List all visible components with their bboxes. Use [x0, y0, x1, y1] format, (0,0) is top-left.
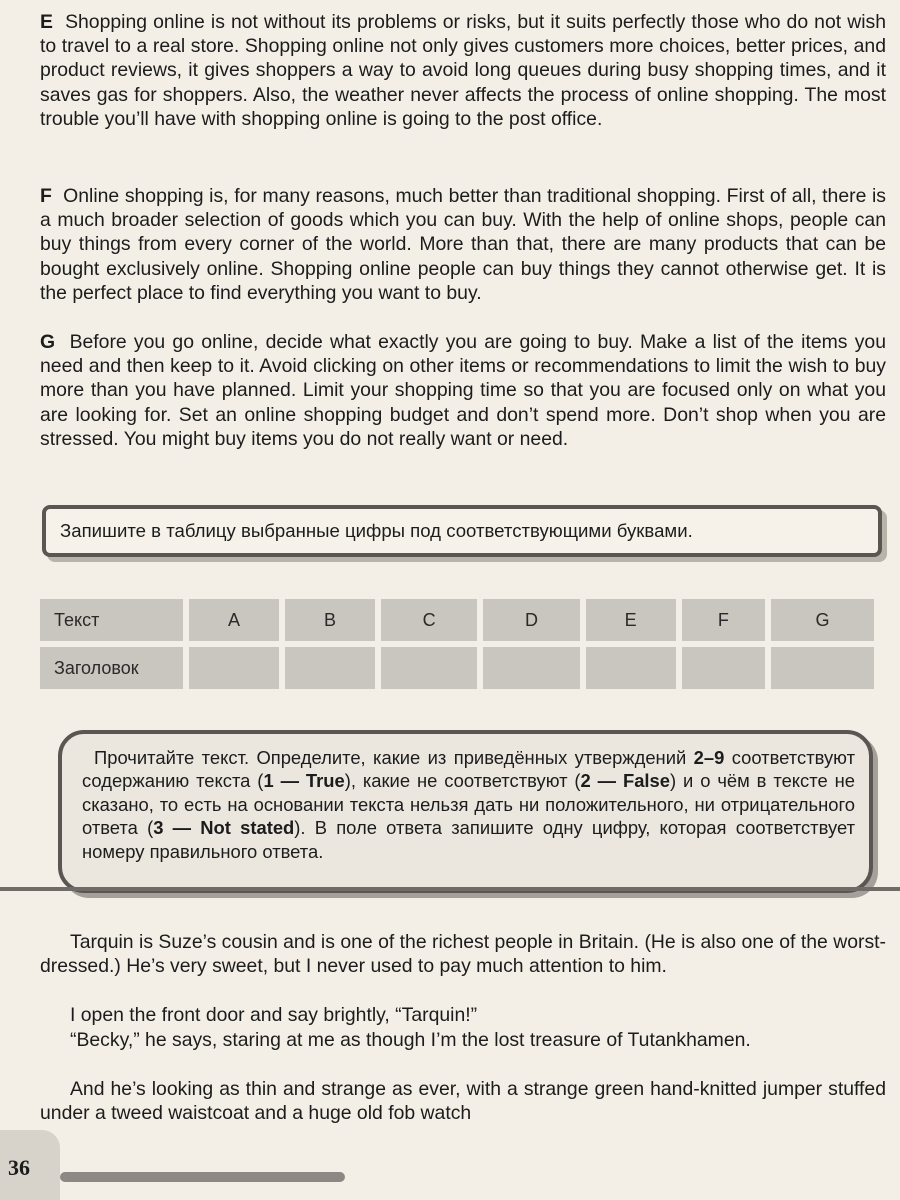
letter-cell: D: [483, 599, 579, 641]
answer-cell[interactable]: [189, 647, 279, 689]
paragraph-f: [40, 184, 886, 305]
answer-cell[interactable]: [771, 647, 874, 689]
table-instruction-box: [42, 505, 882, 557]
instruction-bold: 2 — False: [580, 770, 670, 792]
instruction-bold: 1 — True: [263, 770, 345, 792]
page-number: 36: [8, 1155, 30, 1180]
paragraph-e: [40, 10, 886, 131]
true-false-instruction-box: [58, 730, 873, 893]
instruction-bold: 2–9: [693, 747, 725, 768]
answer-cell[interactable]: [483, 647, 579, 689]
table-instruction-text: Запишите в таблицу выбранные цифры под соответствующими буквами.: [60, 520, 693, 541]
true-false-instruction-text: [62, 734, 869, 863]
instruction-part: Прочитайте текст. Определите, какие из приведённых утверждений: [94, 747, 694, 768]
table-row-heading: [40, 647, 874, 689]
instruction-part: ), какие не соответствуют (: [344, 770, 581, 792]
answer-cell[interactable]: [285, 647, 375, 689]
row-label-text: Текст: [40, 599, 183, 641]
instruction-part: соответствуют содержанию текста (: [82, 747, 855, 792]
paragraph-text: Before you go online, decide what exactly you are going to buy. Make a list of the items you need and then keep to it. Avoid clicking on other items or recommendations to limit the wish to buy more than you have planned. Limit your shopping time so that you are focused only on what you are looking for. Set an online shopping budget and don’t spend more. Don’t shop when you are stressed. You might buy items you do not really want or need.: [40, 331, 886, 450]
table-row-text: [40, 599, 874, 641]
footer-bar: [60, 1172, 345, 1182]
instruction-part: ) и о чём в тексте не сказано, то есть на основании текста нельзя дать ни положительного, ни отрицательного ответа (: [82, 770, 855, 839]
story-paragraph: “Becky,” he says, staring at me as though I’m the lost treasure of Tutankhamen.: [70, 1029, 751, 1051]
story-paragraph: I open the front door and say brightly, “Tarquin!”: [70, 1004, 478, 1026]
paragraph-g: [40, 330, 886, 451]
letter-cell: E: [586, 599, 676, 641]
paragraph-text: Online shopping is, for many reasons, much better than traditional shopping. First of all, there is a much broader selection of goods which you can buy. With the help of online shops, people can buy things from every corner of the world. More than that, there are many products that can be bought exclusively online. Shopping online people can buy things they cannot otherwise get. It is the perfect place to find everything you want to buy.: [40, 185, 886, 304]
answer-cell[interactable]: [586, 647, 676, 689]
letter-cell: F: [682, 599, 765, 641]
letter-cell: B: [285, 599, 375, 641]
answer-cell[interactable]: [682, 647, 765, 689]
paragraph-text: Shopping online is not without its problems or risks, but it suits perfectly those who do not wish to travel to a real store. Shopping online not only gives customers more choices, better prices, and product reviews, it gives shoppers a way to avoid long queues during busy shopping times, and it saves gas for shoppers. Also, the weather never affects the process of online shopping. The most trouble you’ll have with shopping online is going to the post office.: [40, 11, 886, 130]
section-divider: [0, 887, 900, 891]
letter-cell: A: [189, 599, 279, 641]
instruction-bold: 3 — Not stated: [153, 817, 295, 839]
paragraph-letter: G: [40, 331, 56, 353]
row-label-heading: Заголовок: [40, 647, 183, 689]
answer-cell[interactable]: [381, 647, 477, 689]
paragraph-letter: F: [40, 185, 52, 207]
instruction-part: ). В поле ответа запишите одну цифру, которая соответствует номеру правильного ответа.: [82, 817, 855, 862]
story-paragraph: Tarquin is Suze’s cousin and is one of the richest people in Britain. (He is also one of the worst-dressed.) He’s very sweet, but I never used to pay much attention to him.: [40, 931, 886, 978]
answer-table: [34, 593, 880, 695]
paragraph-letter: E: [40, 11, 53, 33]
story-paragraph: And he’s looking as thin and strange as ever, with a strange green hand-knitted jumper stuffed under a tweed waistcoat and a huge old fob watch: [40, 1078, 886, 1125]
letter-cell: C: [381, 599, 477, 641]
letter-cell: G: [771, 599, 874, 641]
